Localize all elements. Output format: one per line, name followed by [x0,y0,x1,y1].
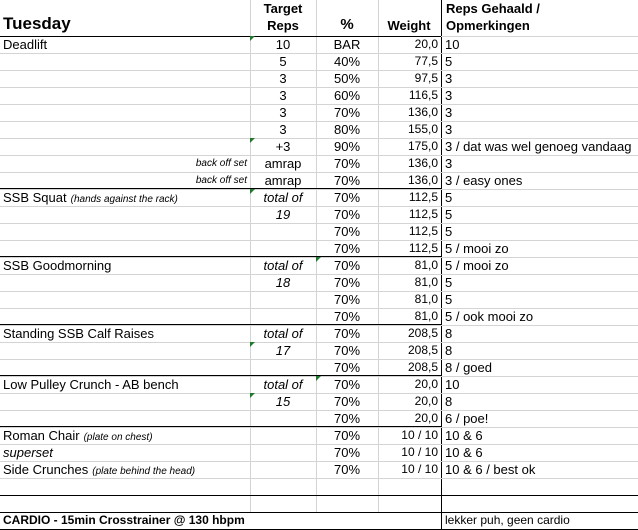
weight-cell[interactable]: 10 / 10 [401,428,438,442]
exercise-name: Roman Chair [3,428,80,443]
target-reps-cell[interactable] [250,223,316,240]
percent-cell[interactable]: 70% [333,156,361,171]
reps-done-header-line1: Reps Gehaald / [446,1,540,16]
comment-marker [250,393,255,398]
table-row [0,393,638,410]
exercise-cell[interactable] [3,121,250,138]
percent-header: % [340,16,354,33]
exercise-name: Standing SSB Calf Raises [3,326,155,341]
table-row [0,70,638,87]
section-border [0,256,441,257]
target-reps-cell[interactable] [250,410,316,427]
table-row [0,53,638,70]
section-border [0,495,638,496]
reps-done-cell[interactable]: 6 / poe! [445,411,489,426]
grid-hline [0,308,638,309]
weight-cell[interactable]: 81,0 [414,292,438,306]
reps-done-cell[interactable]: 3 [445,88,453,103]
exercise-note: (hands against the rack) [70,194,178,205]
exercise-cell[interactable] [3,376,250,393]
target-reps-cell[interactable]: 5 [279,54,287,69]
weight-cell[interactable]: 175,0 [407,139,438,153]
table-row [0,427,638,444]
section-border [0,512,638,513]
comment-marker [316,257,321,262]
exercise-note: (plate behind the head) [92,466,196,477]
weight-cell[interactable]: 81,0 [414,258,438,272]
percent-cell[interactable]: 70% [333,462,361,477]
day-title: Tuesday [3,14,71,33]
reps-done-cell[interactable]: 5 [445,224,453,239]
table-row [0,325,638,342]
target-reps-cell[interactable] [250,308,316,325]
target-reps-cell[interactable]: 15 [275,394,291,409]
reps-done-cell[interactable]: 10 [445,37,460,52]
weight-cell[interactable]: 10 / 10 [401,462,438,476]
table-row [0,138,638,155]
percent-cell[interactable]: BAR [333,37,361,52]
table-row [0,444,638,461]
weight-cell[interactable]: 97,5 [414,71,438,85]
percent-cell[interactable]: 70% [333,292,361,307]
target-reps-cell[interactable]: total of [263,190,303,205]
exercise-cell[interactable] [3,138,250,155]
weight-cell[interactable]: 112,5 [408,241,438,255]
reps-done-cell[interactable]: 3 [445,122,453,137]
percent-cell[interactable]: 50% [333,71,361,86]
target-reps-cell[interactable]: total of [263,326,303,341]
target-reps-cell[interactable]: 3 [279,71,287,86]
table-row [0,274,638,291]
reps-done-cell[interactable]: 10 & 6 / best ok [445,462,536,477]
grid-hline [0,342,638,343]
section-divider [441,0,442,530]
table-row [0,189,638,206]
table-row [0,410,638,427]
section-border [0,36,441,37]
weight-cell[interactable]: 208,5 [407,343,438,357]
exercise-cell[interactable] [3,393,250,410]
exercise-cell[interactable] [3,70,250,87]
target-reps-cell[interactable] [250,444,316,461]
reps-done-cell[interactable]: 5 [445,292,453,307]
target-reps-cell[interactable]: total of [263,377,303,392]
exercise-cell[interactable] [3,36,250,53]
reps-done-cell[interactable]: 5 / mooi zo [445,241,509,256]
percent-cell[interactable]: 70% [333,377,361,392]
reps-done-cell[interactable]: 10 [445,377,460,392]
target-reps-cell[interactable]: +3 [275,139,291,154]
weight-cell[interactable]: 81,0 [414,309,438,323]
percent-cell[interactable]: 70% [333,190,361,205]
weight-cell[interactable]: 116,5 [408,88,438,102]
set-label: back off set [195,158,247,169]
reps-done-cell[interactable]: 3 [445,105,453,120]
percent-cell[interactable]: 70% [333,275,361,290]
percent-cell[interactable]: 80% [333,122,361,137]
percent-cell[interactable]: 70% [333,343,361,358]
reps-done-header-line2: Opmerkingen [446,18,530,33]
target-reps-cell[interactable]: 3 [279,105,287,120]
exercise-name: SSB Goodmorning [3,258,112,273]
target-reps-cell[interactable]: 3 [279,122,287,137]
cardio-row [0,512,638,529]
exercise-cell[interactable] [3,427,250,444]
weight-cell[interactable]: 81,0 [414,275,438,289]
grid-hline [0,70,638,71]
target-reps-cell[interactable]: amrap [264,156,302,171]
grid-hline [0,189,638,190]
exercise-cell[interactable] [3,53,250,70]
grid-hline [0,393,638,394]
target-reps-cell[interactable] [250,359,316,376]
table-row [0,36,638,53]
percent-cell[interactable]: 70% [333,411,361,426]
exercise-name: SSB Squat [3,190,67,205]
table-row [0,359,638,376]
target-reps-cell[interactable]: 18 [275,275,291,290]
section-border [0,188,441,189]
reps-done-cell[interactable]: 10 & 6 [445,428,483,443]
percent-cell[interactable]: 70% [333,326,361,341]
grid-hline [0,410,638,411]
target-reps-cell[interactable] [250,291,316,308]
exercise-cell[interactable] [3,461,250,478]
exercise-cell[interactable] [3,189,250,206]
reps-done-cell[interactable]: 10 & 6 [445,445,483,460]
grid-hline [0,223,638,224]
weight-header: Weight [387,18,431,33]
weight-cell[interactable]: 20,0 [414,394,438,408]
section-border [0,426,441,427]
exercise-name: Low Pulley Crunch - AB bench [3,377,179,392]
exercise-cell[interactable] [3,342,250,359]
reps-done-cell[interactable]: 3 [445,71,453,86]
exercise-name: Deadlift [3,37,48,52]
exercise-cell[interactable] [3,223,250,240]
reps-done-cell[interactable]: 5 [445,190,453,205]
grid-hline [0,240,638,241]
reps-done-cell[interactable]: 8 [445,343,453,358]
weight-cell[interactable]: 208,5 [407,326,438,340]
grid-hline [0,427,638,428]
reps-done-cell[interactable]: 8 / goed [445,360,492,375]
weight-cell[interactable]: 20,0 [414,377,438,391]
table-row [0,240,638,257]
percent-cell[interactable]: 70% [333,207,361,222]
reps-done-cell[interactable]: 5 / ook mooi zo [445,309,534,324]
exercise-name: Side Crunches [3,462,89,477]
target-reps-header-line2: Reps [267,18,299,33]
percent-cell[interactable]: 70% [333,360,361,375]
comment-marker [250,342,255,347]
grid-hline [0,274,638,275]
weight-cell[interactable]: 20,0 [414,411,438,425]
weight-cell[interactable]: 136,0 [407,173,438,187]
exercise-cell[interactable] [3,325,250,342]
cardio-note: lekker puh, geen cardio [445,513,570,527]
section-border [0,324,441,325]
reps-done-cell[interactable]: 8 [445,326,453,341]
exercise-cell[interactable] [3,257,250,274]
exercise-cell[interactable] [3,206,250,223]
table-row [0,121,638,138]
percent-cell[interactable]: 90% [333,139,361,154]
weight-cell[interactable]: 112,5 [408,190,438,204]
grid-hline [0,478,638,479]
table-row [0,342,638,359]
exercise-note: (plate on chest) [83,432,153,443]
target-reps-cell[interactable]: 10 [275,37,291,52]
exercise-cell[interactable] [3,444,250,461]
target-reps-cell[interactable]: 3 [279,88,287,103]
weight-cell[interactable]: 112,5 [408,207,438,221]
weight-cell[interactable]: 20,0 [414,37,438,51]
grid-hline [0,87,638,88]
reps-done-cell[interactable]: 3 / dat was wel genoeg vandaag [445,139,632,154]
section-border [0,375,441,376]
percent-cell[interactable]: 70% [333,394,361,409]
percent-cell[interactable]: 60% [333,88,361,103]
reps-done-cell[interactable]: 5 [445,54,453,69]
reps-done-cell[interactable]: 3 / easy ones [445,173,523,188]
target-reps-cell[interactable]: 19 [275,207,291,222]
target-reps-header-line1: Target [263,1,303,16]
weight-cell[interactable]: 208,5 [407,360,438,374]
comment-marker [250,189,255,194]
exercise-cell[interactable] [3,104,250,121]
reps-done-cell[interactable]: 8 [445,394,453,409]
table-row [0,291,638,308]
exercise-cell[interactable] [3,274,250,291]
target-reps-cell[interactable]: total of [263,258,303,273]
exercise-cell[interactable] [3,291,250,308]
comment-marker [250,138,255,143]
target-reps-cell[interactable]: 17 [275,343,291,358]
table-row [0,461,638,478]
grid-hline [0,359,638,360]
percent-cell[interactable]: 70% [333,173,361,188]
reps-done-cell[interactable]: 3 [445,156,453,171]
table-row [0,308,638,325]
grid-hline [0,291,638,292]
grid-hline [0,461,638,462]
set-label: back off set [195,175,247,186]
percent-cell[interactable]: 70% [333,258,361,273]
percent-cell[interactable]: 70% [333,105,361,120]
weight-cell[interactable]: 10 / 10 [401,445,438,459]
table-row [0,87,638,104]
grid-hline [0,104,638,105]
exercise-cell[interactable] [3,308,250,325]
exercise-cell[interactable] [3,240,250,257]
table-row [0,223,638,240]
grid-hline [0,138,638,139]
table-row [0,172,638,189]
exercise-cell[interactable] [3,410,250,427]
weight-cell[interactable]: 136,0 [407,156,438,170]
comment-marker [250,36,255,41]
target-reps-cell[interactable] [250,461,316,478]
percent-cell[interactable]: 40% [333,54,361,69]
reps-done-cell[interactable]: 5 [445,275,453,290]
target-reps-cell[interactable]: amrap [264,173,302,188]
comment-marker [316,376,321,381]
table-row [0,206,638,223]
percent-cell[interactable]: 70% [333,445,361,460]
percent-cell[interactable]: 70% [333,428,361,443]
reps-done-cell[interactable]: 5 [445,207,453,222]
grid-hline [0,172,638,173]
weight-cell[interactable]: 112,5 [408,224,438,238]
grid-hline [0,325,638,326]
cardio-label: CARDIO - 15min Crosstrainer @ 130 hbpm [3,513,245,527]
percent-cell[interactable]: 70% [333,309,361,324]
table-row [0,155,638,172]
reps-done-cell[interactable]: 5 / mooi zo [445,258,509,273]
target-reps-cell[interactable] [250,427,316,444]
table-row [0,104,638,121]
weight-cell[interactable]: 77,5 [414,54,438,68]
percent-cell[interactable]: 70% [333,241,361,256]
grid-hline [0,444,638,445]
grid-hline [0,206,638,207]
target-reps-cell[interactable] [250,240,316,257]
exercise-cell[interactable] [3,87,250,104]
grid-hline [0,155,638,156]
percent-cell[interactable]: 70% [333,224,361,239]
weight-cell[interactable]: 155,0 [407,122,438,136]
grid-hline [0,121,638,122]
grid-hline [0,53,638,54]
weight-cell[interactable]: 136,0 [407,105,438,119]
exercise-name: superset [3,445,53,460]
exercise-cell[interactable] [3,359,250,376]
